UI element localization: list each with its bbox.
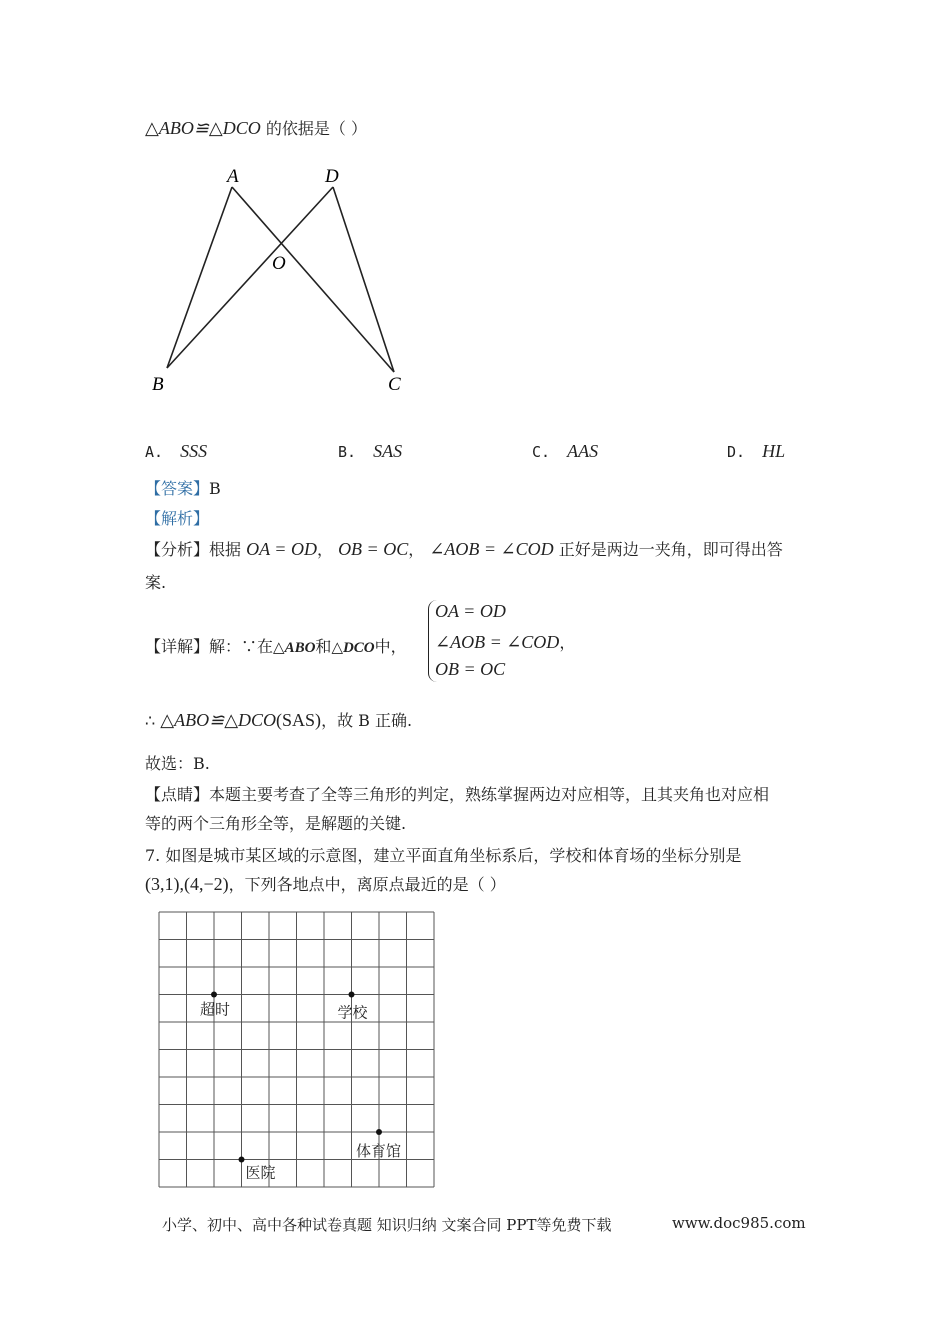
- q7-line2-text: ，下列各地点中，离原点最近的是（ ）: [228, 875, 506, 894]
- dianjing-tag: 【点睛】: [145, 785, 210, 804]
- footer-left: 小学、初中、高中各种试卷真题 知识归纳 文案合同 PPT等免费下载: [162, 1216, 612, 1234]
- xiangjie-zhong: 中，: [374, 637, 407, 656]
- answer-value: B: [209, 479, 221, 498]
- place-dot: [376, 1129, 382, 1135]
- guxuan-line: 故选：B.: [145, 754, 210, 773]
- option-a-text: SSS: [180, 441, 208, 461]
- q6-stem-text: 的依据是（ ）: [265, 119, 367, 138]
- fenxi-line2: 案.: [145, 573, 167, 592]
- label-O: O: [272, 253, 286, 274]
- segment-DC: [333, 187, 394, 372]
- sys-eq2: ∠AOB = ∠COD: [435, 632, 560, 652]
- answer-line: [145, 476, 221, 499]
- fenxi-eq1: OA = OD: [246, 539, 317, 559]
- xiangjie-line: [145, 634, 407, 657]
- place-label: 医院: [245, 1165, 276, 1182]
- dianjing-text1: 本题主要考查了全等三角形的判定，熟练掌握两边对应相等，且其夹角也对应相: [209, 785, 770, 804]
- label-B: B: [152, 374, 164, 395]
- option-c[interactable]: [532, 441, 598, 462]
- option-a[interactable]: [145, 441, 207, 462]
- option-a-letter: A.: [145, 443, 164, 461]
- city-grid-map: [155, 908, 445, 1193]
- q7-line2: [145, 872, 506, 895]
- place-dot: [239, 1157, 245, 1163]
- fenxi-eq2: OB = OC: [338, 539, 409, 559]
- option-b-text: SAS: [373, 441, 403, 461]
- xiangjie-tag: 【详解】: [145, 637, 210, 656]
- conclusion-math: △ABO≌△DCO: [160, 710, 277, 730]
- dianjing-line2: 等的两个三角形全等，是解题的关键.: [145, 814, 407, 833]
- place-label: 超时: [200, 1002, 231, 1019]
- sys-eq2-line: [435, 630, 575, 653]
- q6-stem-math: △ABO≌△DCO: [145, 118, 261, 138]
- xiangjie-he: 和: [315, 637, 332, 656]
- conclusion-text: ，故 B 正确.: [321, 711, 413, 730]
- fenxi-line: [145, 537, 783, 560]
- fenxi-sep2: ，: [408, 540, 425, 559]
- segment-AC: [232, 187, 394, 372]
- fenxi-post: 正好是两边一夹角，即可得出答: [558, 540, 783, 559]
- label-A: A: [227, 166, 239, 187]
- sys-comma: ，: [559, 633, 576, 652]
- grid-places: [200, 992, 401, 1182]
- therefore-symbol: ∴: [145, 711, 156, 730]
- option-b-letter: B.: [338, 443, 357, 461]
- answer-tag: 【答案】: [145, 479, 210, 498]
- option-d-letter: D.: [727, 443, 746, 461]
- option-d[interactable]: [727, 441, 785, 462]
- fenxi-sep1: ，: [316, 540, 333, 559]
- place-dot: [349, 992, 355, 998]
- xiangjie-text: 解：∵在: [209, 637, 274, 656]
- segment-DB: [167, 187, 333, 368]
- fenxi-tag: 【分析】: [145, 540, 210, 559]
- sys-eq1: OA = OD: [435, 601, 506, 621]
- label-C: C: [388, 374, 401, 395]
- option-b[interactable]: [338, 441, 402, 462]
- label-D: D: [325, 166, 339, 187]
- place-label: 学校: [337, 1005, 368, 1022]
- option-d-text: HL: [762, 441, 786, 461]
- q7-coords: (3,1),(4,−2): [145, 874, 229, 894]
- q7-line1: 7. 如图是城市某区域的示意图，建立平面直角坐标系后，学校和体育场的坐标分别是: [145, 846, 742, 865]
- conclusion-sas: (SAS): [276, 710, 322, 730]
- place-dot: [211, 992, 217, 998]
- segment-AB: [167, 187, 232, 368]
- fenxi-eq3: ∠AOB = ∠COD: [429, 539, 554, 559]
- q6-stem: [145, 116, 367, 139]
- fenxi-pre: 根据: [209, 540, 242, 559]
- place-label: 体育馆: [356, 1144, 402, 1160]
- xiangjie-tri1: △ABO: [273, 640, 316, 656]
- footer-right[interactable]: www.doc985.com: [672, 1214, 806, 1232]
- option-c-letter: C.: [532, 443, 551, 461]
- triangle-figure: [140, 160, 430, 400]
- jiexi-tag: 【解析】: [145, 509, 210, 528]
- xiangjie-tri2: △DCO: [331, 640, 375, 656]
- option-c-text: AAS: [567, 441, 599, 461]
- sys-eq3: OB = OC: [435, 659, 506, 679]
- dianjing-line1: [145, 782, 769, 805]
- conclusion-line: [145, 708, 412, 731]
